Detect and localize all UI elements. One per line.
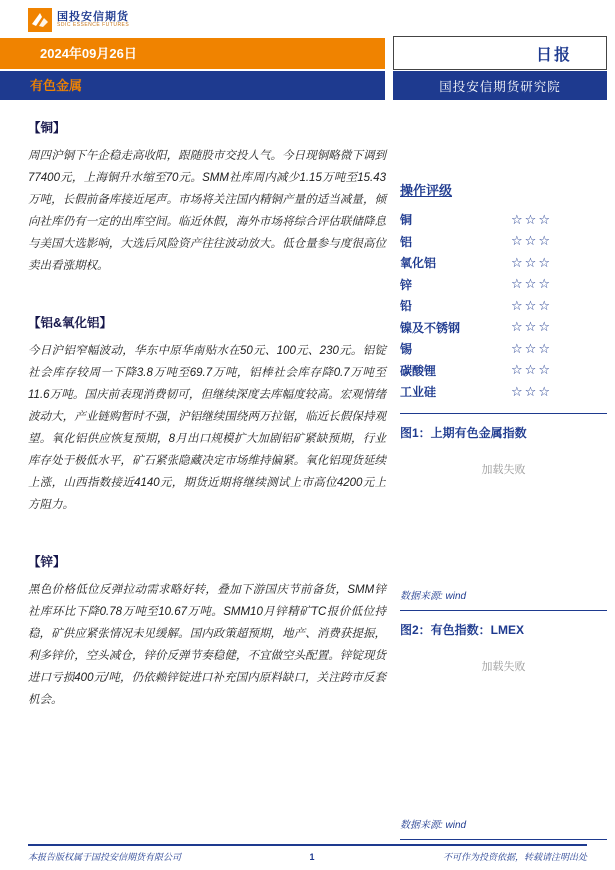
- rating-row-lithium: [400, 360, 552, 382]
- rating-row-silicon: [400, 381, 552, 403]
- company-logo: [28, 8, 129, 32]
- rating-row-aluminum: [400, 231, 552, 253]
- logo-text: [57, 11, 129, 29]
- metal-name: 工业硅: [400, 385, 437, 400]
- category-label: 有色金属: [30, 78, 83, 93]
- load-failed-text: 加载失败: [481, 463, 526, 476]
- chart-area: [400, 447, 607, 587]
- data-source: 数据来源: wind: [400, 819, 467, 831]
- footer-disclaimer: 不可作为投资依据，转载请注明出处: [442, 852, 587, 862]
- section-title: 【铝&氧化铝】: [28, 316, 113, 330]
- category-bar: [0, 71, 385, 100]
- report-date: 2024年09月26日: [40, 46, 137, 61]
- rating-row-nickel: [400, 317, 552, 339]
- rating-row-lead: [400, 295, 552, 317]
- metal-name: 镍及不锈钢: [400, 320, 461, 335]
- report-type-box: [393, 36, 607, 70]
- institute-label: 国投安信期货研究院: [439, 79, 561, 94]
- figure-1: [400, 413, 607, 610]
- load-failed-text: 加载失败: [481, 660, 526, 673]
- commentary-column: [28, 118, 386, 747]
- figures-panel: [400, 413, 607, 840]
- logo-title: 国投安信期货: [57, 11, 129, 24]
- rating-row-zinc: [400, 274, 552, 296]
- ratings-panel: [400, 180, 607, 403]
- section-aluminum: [28, 313, 386, 516]
- figure-title: 图1：上期有色金属指数: [400, 425, 527, 440]
- section-title: 【锌】: [28, 555, 66, 569]
- metal-name: 铅: [400, 299, 413, 314]
- date-bar: [0, 38, 385, 69]
- sidebar: [400, 180, 607, 840]
- figure-title: 图2：有色指数：LMEX: [400, 622, 525, 637]
- figure-2: [400, 610, 607, 840]
- metal-name: 锌: [400, 277, 413, 292]
- institute-bar: [393, 71, 607, 100]
- rating-row-tin: [400, 338, 552, 360]
- metal-name: 铝: [400, 234, 413, 249]
- star-rating: ☆☆☆: [511, 319, 552, 335]
- section-zinc: [28, 552, 386, 711]
- data-source: 数据来源: wind: [400, 590, 467, 602]
- star-rating: ☆☆☆: [511, 297, 552, 313]
- chart-area: [400, 644, 607, 816]
- star-rating: ☆☆☆: [511, 362, 552, 378]
- star-rating: ☆☆☆: [511, 383, 552, 399]
- page-footer: [28, 844, 587, 863]
- section-body: 黑色价格低位反弹拉动需求略好转，叠加下游国庆节前备货，SMM锌社库环比下降0.78万吨至10.67万吨。SMM10月锌精矿TC报价低位持稳，矿供应紧张情况未见缓解。国内政策超预期，地产、消费获提振，利多锌价，空头减仓，锌价反弹节奏稳健，不宜做空头配置。锌锭现货进口亏损400元/吨，仍依赖锌锭进口补充国内原料缺口，关注跨市反套机会。: [28, 584, 386, 706]
- section-copper: [28, 118, 386, 277]
- ratings-header: 操作评级: [400, 183, 453, 198]
- section-body: 周四沪铜下午企稳走高收阳，跟随股市交投人气。今日现铜略微下调到77400元，上海铜升水缩至70元。SMM社库周内减少1.15万吨至15.43万吨，长假前备库接近尾声。市场将关注国内精铜产量的适当减量，倾向社库仍有一定的出库空间。临近休假，海外市场将综合评估联储降息与美国大选影响，大选后风险资产往往波动放大。低仓量参与度很高位卖出看涨期权。: [28, 150, 386, 272]
- star-rating: ☆☆☆: [511, 233, 552, 249]
- section-body: 今日沪铝窄幅波动，华东中原华南贴水在50元、100元、230元。铝锭社会库存较周一下降3.8万吨至69.7万吨，铝棒社会库存降0.7万吨至11.6万吨。国庆前表现消费韧可，但继续深度去库幅度较高。宏观情绪波动大，产业链购暂时不强，沪铝继续围绕两万拉锯，临近长假保持观望。氧化铝供应恢复预期，8月出口规模扩大加剧铝矿紧缺预期，行业库存处于极低水平，矿石紧张隐藏决定市场维持偏紧。氧化铝现货延续上涨，山西指数接近4140元，期货近期将继续测试上市高位4200元上方阻力。: [28, 345, 386, 511]
- logo-icon: [28, 8, 52, 32]
- star-rating: ☆☆☆: [511, 276, 552, 292]
- footer-copyright: 本报告版权属于国投安信期货有限公司: [28, 852, 182, 862]
- star-rating: ☆☆☆: [511, 254, 552, 270]
- rating-row-copper: [400, 209, 552, 231]
- section-title: 【铜】: [28, 121, 66, 135]
- logo-subtitle: SDIC ESSENCE FUTURES: [57, 22, 130, 29]
- star-rating: ☆☆☆: [511, 211, 552, 227]
- metal-name: 铜: [400, 213, 413, 228]
- rating-row-alumina: [400, 252, 552, 274]
- metal-name: 碳酸锂: [400, 363, 437, 378]
- metal-name: 锡: [400, 342, 413, 357]
- report-type-label: 日报: [535, 46, 572, 64]
- star-rating: ☆☆☆: [511, 340, 552, 356]
- metal-name: 氧化铝: [400, 256, 437, 271]
- page-number: 1: [309, 851, 315, 862]
